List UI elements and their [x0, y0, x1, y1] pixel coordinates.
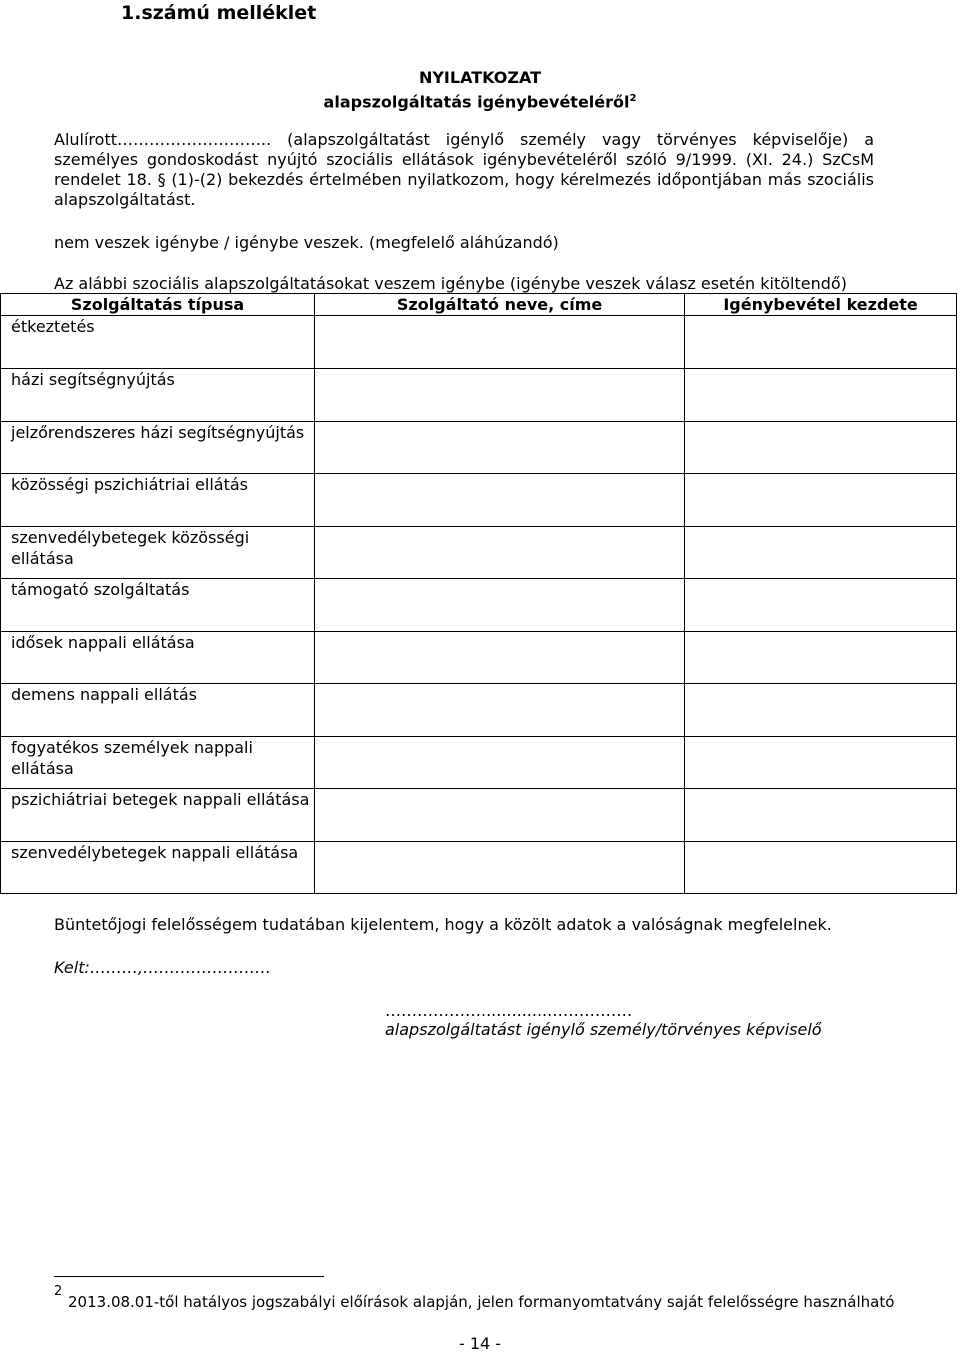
table-intro: Az alábbi szociális alapszolgáltatásokat veszem igénybe (igénybe veszek válasz esetén kitöltendő) [54, 274, 847, 293]
service-type-cell: étkeztetés [1, 316, 315, 369]
table-row [1, 422, 957, 474]
service-type-cell: pszichiátriai betegek nappali ellátása [1, 789, 315, 842]
provider-cell[interactable] [315, 737, 685, 789]
table-row [1, 474, 957, 527]
page-number: - 14 - [458, 1334, 502, 1353]
declaration-paragraph: Alulírott……………………….. (alapszolgáltatást igénylő személy vagy törvényes képviselője) a személyes gondoskodást nyújtó szociális ellátások igénybevételéről szóló 9/1999. (XI. 24.) SzCsM rendelet 18. § (1)-(2) bekezdés értelmében nyilatkozom, hogy kérelmezés időpontjában más szociális alapszolgáltatást. [54, 130, 874, 209]
table-row [1, 789, 957, 842]
provider-cell[interactable] [315, 474, 685, 527]
signature-caption: alapszolgáltatást igénylő személy/törvényes képviselő [385, 1020, 822, 1039]
document-title: NYILATKOZAT [418, 68, 542, 87]
table-row [1, 316, 957, 369]
col-header-start-date: Igénybevétel kezdete [685, 294, 957, 316]
provider-cell[interactable] [315, 369, 685, 422]
footnote-text: 2013.08.01-től hatályos jogszabályi előírások alapján, jelen formanyomtatvány saját felelősségre használható [68, 1293, 895, 1311]
service-type-cell: támogató szolgáltatás [1, 579, 315, 632]
start-date-cell[interactable] [685, 579, 957, 632]
start-date-cell[interactable] [685, 316, 957, 369]
service-type-cell: demens nappali ellátás [1, 684, 315, 737]
provider-cell[interactable] [315, 684, 685, 737]
start-date-cell[interactable] [685, 474, 957, 527]
table-row [1, 369, 957, 422]
col-header-provider: Szolgáltató neve, címe [315, 294, 685, 316]
service-type-cell: szenvedélybetegek nappali ellátása [1, 842, 315, 894]
date-place-field[interactable]: Kelt:………,…………………… [54, 958, 271, 977]
start-date-cell[interactable] [685, 527, 957, 579]
service-type-cell: jelzőrendszeres házi segítségnyújtás [1, 422, 315, 474]
table-header-row [1, 294, 957, 316]
subtitle-text: alapszolgáltatás igénybevételéről [323, 92, 630, 112]
provider-cell[interactable] [315, 316, 685, 369]
annex-title: 1.számú melléklet [121, 2, 317, 24]
table-row [1, 842, 957, 894]
table-row [1, 527, 957, 579]
start-date-cell[interactable] [685, 422, 957, 474]
footnote-separator [54, 1276, 324, 1277]
service-type-cell: házi segítségnyújtás [1, 369, 315, 422]
start-date-cell[interactable] [685, 842, 957, 894]
services-table [0, 293, 957, 894]
provider-cell[interactable] [315, 579, 685, 632]
choice-line: nem veszek igénybe / igénybe veszek. (megfelelő aláhúzandó) [54, 233, 559, 252]
criminal-liability-statement: Büntetőjogi felelősségem tudatában kijelentem, hogy a közölt adatok a valóságnak megfelelnek. [54, 915, 832, 934]
footnote-number: 2 [54, 1284, 63, 1299]
provider-cell[interactable] [315, 842, 685, 894]
table-row [1, 579, 957, 632]
provider-cell[interactable] [315, 422, 685, 474]
start-date-cell[interactable] [685, 684, 957, 737]
footnote-reference: 2 [629, 93, 637, 104]
table-row [1, 737, 957, 789]
table-row [1, 684, 957, 737]
start-date-cell[interactable] [685, 789, 957, 842]
table-row [1, 632, 957, 684]
start-date-cell[interactable] [685, 737, 957, 789]
service-type-cell: idősek nappali ellátása [1, 632, 315, 684]
service-type-cell: szenvedélybetegek közösségi ellátása [1, 527, 315, 579]
start-date-cell[interactable] [685, 632, 957, 684]
provider-cell[interactable] [315, 632, 685, 684]
service-type-cell: fogyatékos személyek nappali ellátása [1, 737, 315, 789]
service-type-cell: közösségi pszichiátriai ellátás [1, 474, 315, 527]
provider-cell[interactable] [315, 527, 685, 579]
start-date-cell[interactable] [685, 369, 957, 422]
signature-line[interactable]: ………………..............…………… [385, 1001, 633, 1020]
document-subtitle [0, 89, 960, 112]
provider-cell[interactable] [315, 789, 685, 842]
col-header-service-type: Szolgáltatás típusa [1, 294, 315, 316]
